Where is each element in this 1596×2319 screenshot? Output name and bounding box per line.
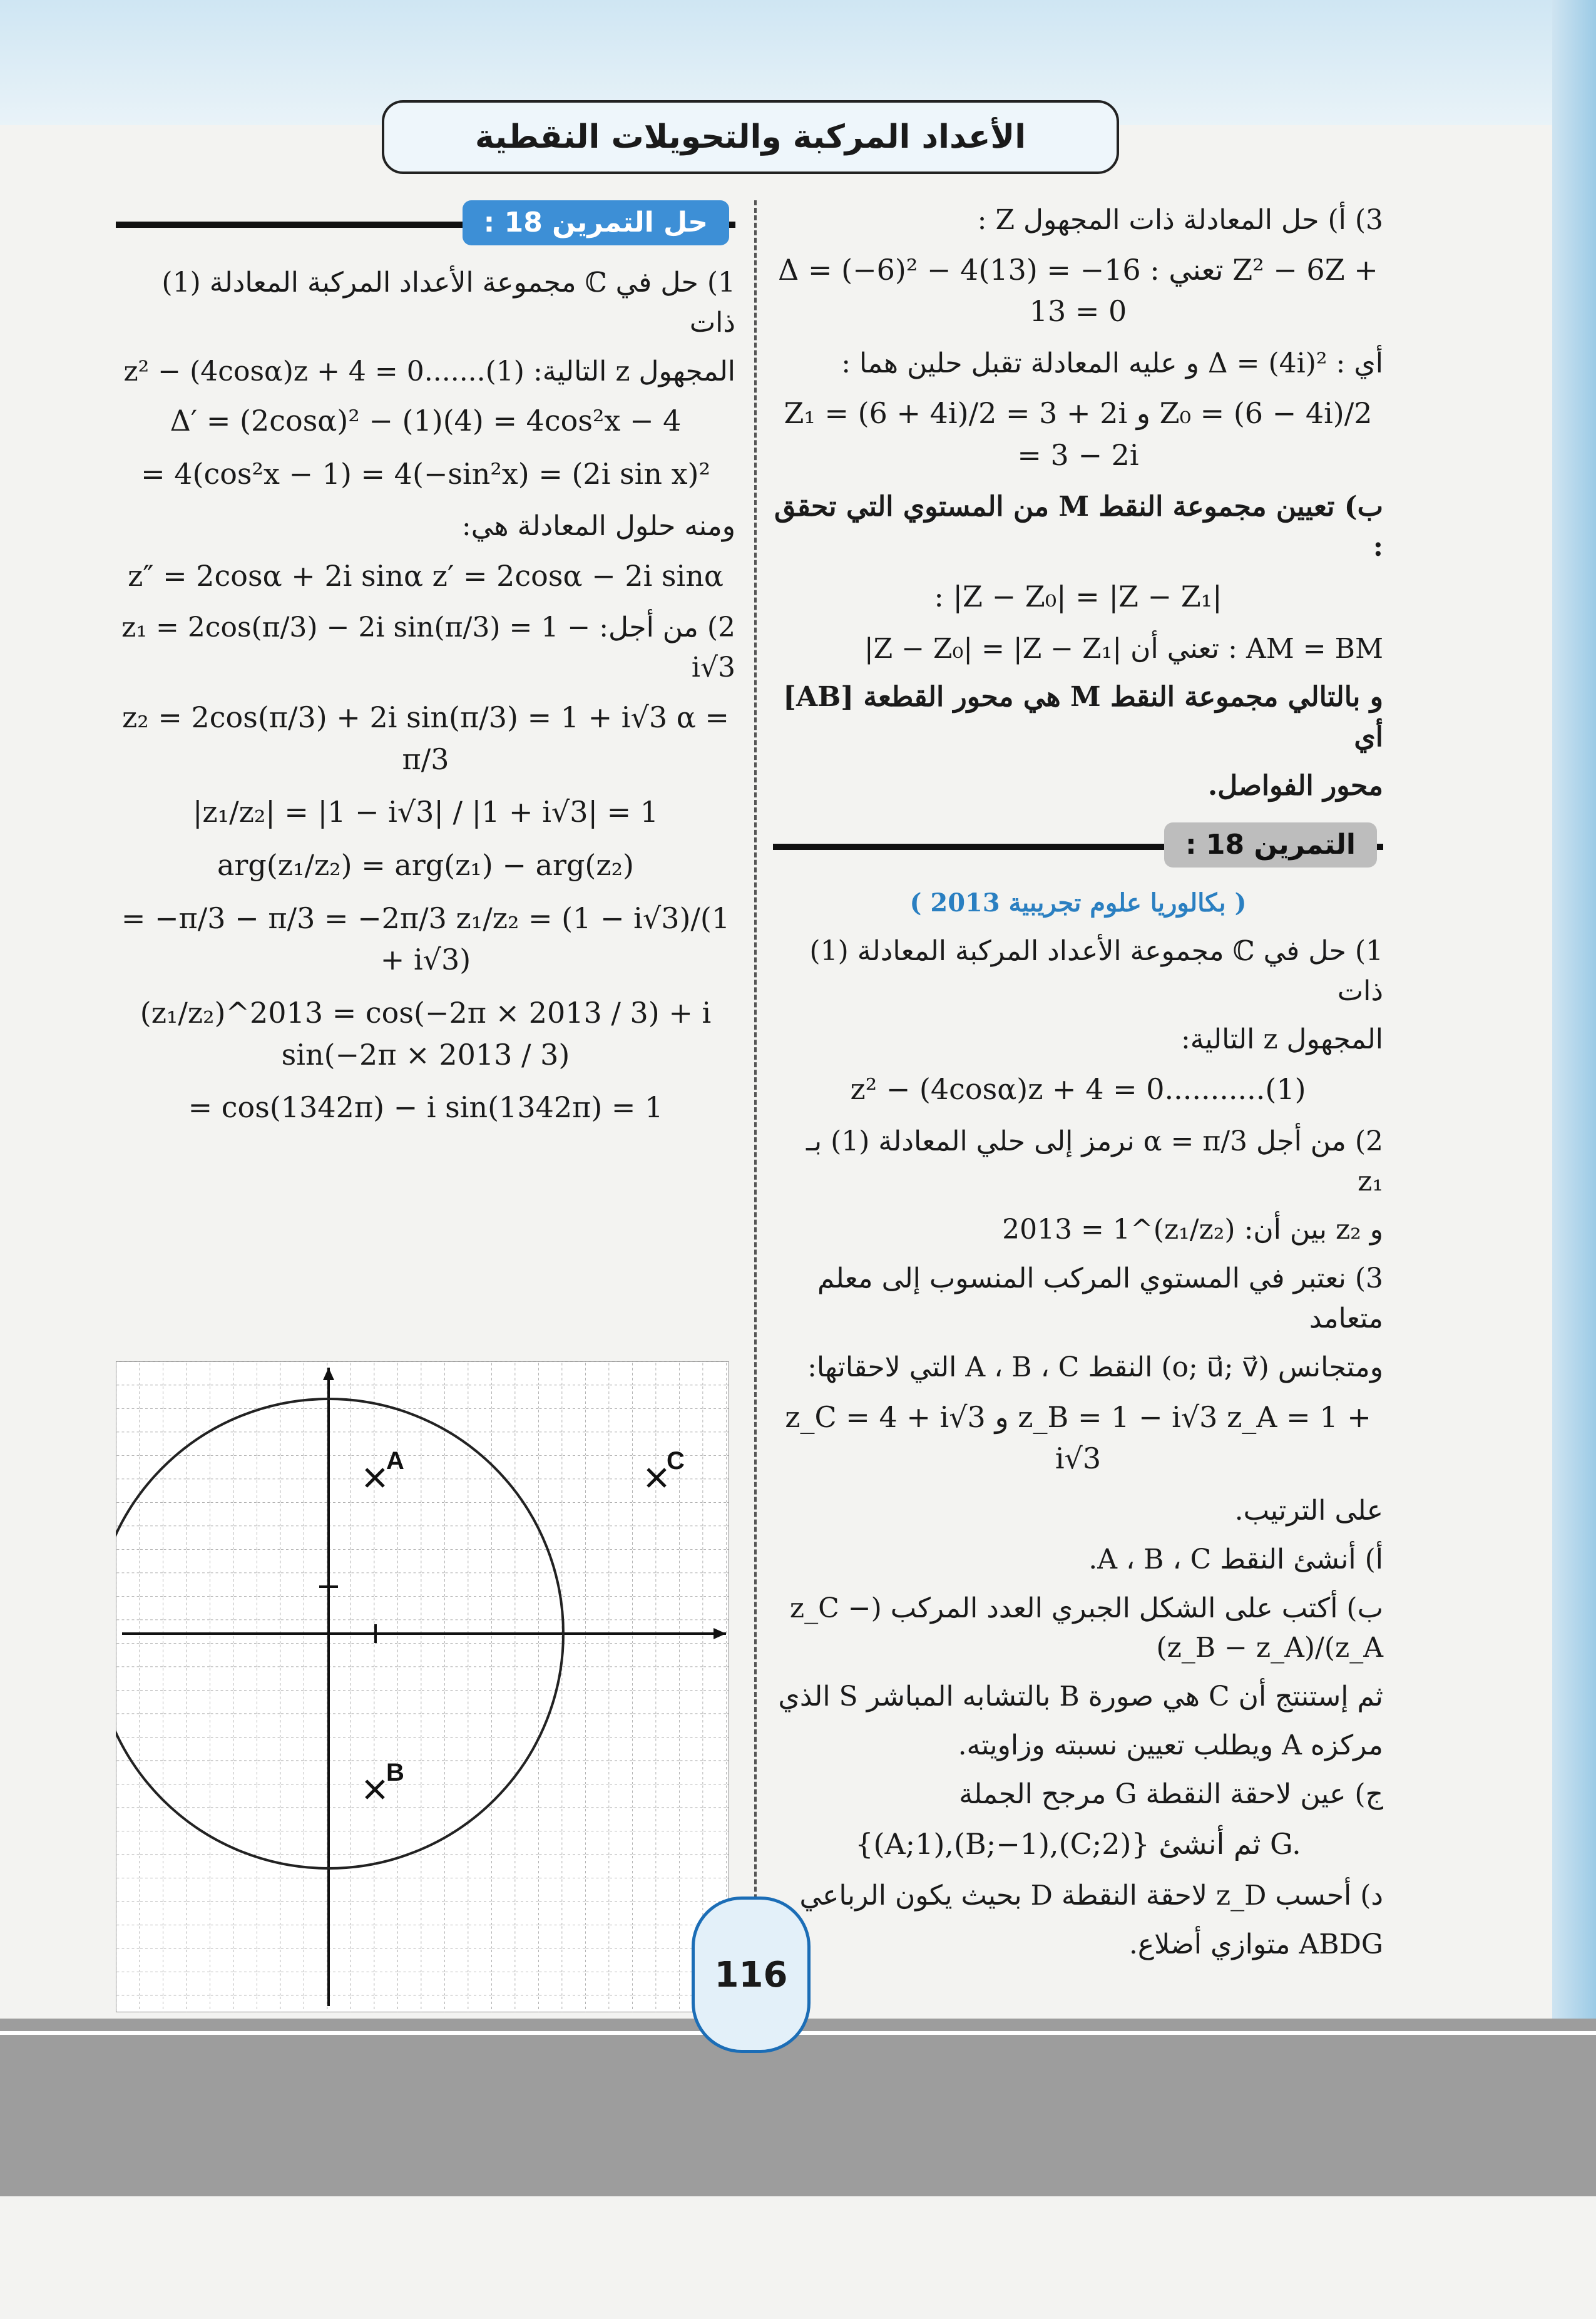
math-line: z₂ = 2cos(π/3) + 2i sin(π/3) = 1 + i√3 α = π/3 xyxy=(122,700,729,776)
solution-label: حل التمرين 18 : xyxy=(463,200,729,245)
point-b-label: B xyxy=(386,1759,404,1786)
math-line: = cos(1342π) − i sin(1342π) = 1 xyxy=(188,1090,663,1125)
chapter-title: الأعداد المركبة والتحويلات النقطية xyxy=(382,100,1119,174)
text-line: 1) حل في ℂ مجموعة الأعداد المركبة المعادلة (1) ذات xyxy=(161,267,735,339)
point-a-label: A xyxy=(386,1447,404,1475)
text-line: و z₂ بين أن: (z₁/z₂)^2013 = 1 xyxy=(1002,1214,1383,1246)
text-line: أي : Δ = (4i)² و عليه المعادلة تقبل حلين هما : xyxy=(841,347,1383,380)
text-line: المجهول z التالية: xyxy=(1180,1023,1383,1056)
solution-header xyxy=(116,200,735,250)
exercise-label: التمرين 18 : xyxy=(1164,822,1377,868)
text-line: د) أحسب z_D لاحقة النقطة D بحيث يكون الرباعي xyxy=(799,1880,1383,1912)
math-line: (z₁/z₂)^2013 = cos(−2π × 2013 / 3) + i sin(−2π × 2013 / 3) xyxy=(140,995,712,1072)
page-number: 116 xyxy=(692,1897,811,2053)
math-line: z_C = 4 + i√3 و z_B = 1 − i√3 z_A = 1 + i√3 xyxy=(785,1400,1371,1476)
math-line: arg(z₁/z₂) = arg(z₁) − arg(z₂) xyxy=(217,847,635,882)
text-line: المجهول z التالية: z² − (4cosα)z + 4 = 0.......(1) xyxy=(123,355,735,387)
text-line: ومنه حلول المعادلة هي: xyxy=(461,509,735,542)
right-column xyxy=(773,200,1383,1973)
text-line: ثم إستنتج أن C هي صورة B بالتشابه المباشر S الذي xyxy=(778,1681,1383,1713)
text-line: 3) أ) حل المعادلة ذات المجهول Z : xyxy=(977,204,1383,236)
text-line: AM = BM : تعني أن |Z − Z₀| = |Z − Z₁| xyxy=(864,632,1383,665)
math-line: |z₁/z₂| = |1 − i√3| / |1 + i√3| = 1 xyxy=(192,795,659,829)
math-line: Δ = (−6)² − 4(13) = −16 : تعني Z² − 6Z + 13 = 0 xyxy=(778,252,1378,329)
math-line: {(A;1),(B;−1),(C;2)} ثم أنشئ G. xyxy=(855,1826,1301,1861)
text-line: ABDG متوازي أضلاع. xyxy=(1128,1928,1383,1961)
page-edge-band xyxy=(1552,0,1596,2196)
figure-svg xyxy=(116,1361,729,2012)
math-line: z² − (4cosα)z + 4 = 0...........(1) xyxy=(850,1072,1306,1107)
exercise-source: ( بكالوريا علوم تجريبية 2013 ) xyxy=(909,888,1247,918)
text-line: 3) نعتبر في المستوي المركب المنسوب إلى معلم متعامد xyxy=(817,1262,1383,1335)
text-line: محور الفواصل. xyxy=(1207,770,1383,802)
text-line: على الترتيب. xyxy=(1234,1495,1383,1527)
text-line: و بالتالي مجموعة النقط M هي محور القطعة [AB] أي xyxy=(783,681,1383,754)
math-line: = −π/3 − π/3 = −2π/3 z₁/z₂ = (1 − i√3)/(1 + i√3) xyxy=(121,901,730,977)
text-line: 1) حل في ℂ مجموعة الأعداد المركبة المعادلة (1) ذات xyxy=(809,934,1383,1007)
math-line: z″ = 2cosα + 2i sinα z′ = 2cosα − 2i sinα xyxy=(128,558,724,593)
column-divider xyxy=(754,200,757,1997)
text-line: ب) أكتب على الشكل الجبري العدد المركب (z_C − z_A)/(z_B − z_A) xyxy=(789,1592,1383,1664)
grid xyxy=(116,1361,729,2012)
text-line: ب) تعيين مجموعة النقط M من المستوي التي تحقق : xyxy=(774,491,1383,563)
point-c-label: C xyxy=(667,1447,685,1475)
math-line: = 4(cos²x − 1) = 4(−sin²x) = (2i sin x)² xyxy=(141,457,710,491)
left-column xyxy=(116,200,735,1140)
text-line: ومتجانس (o; u⃗; v⃗) النقط A ، B ، C التي لاحقاتها: xyxy=(807,1351,1383,1383)
text-line: 2) من أجل: z₁ = 2cos(π/3) − 2i sin(π/3) = 1 − i√3 xyxy=(121,612,735,684)
text-line: 2) من أجل α = π/3 نرمز إلى حلي المعادلة (1) بـ z₁ xyxy=(806,1125,1383,1197)
math-line: : |Z − Z₀| = |Z − Z₁| xyxy=(934,579,1222,613)
text-line: أ) أنشئ النقط A ، B ، C. xyxy=(1088,1543,1383,1575)
footer-band xyxy=(0,2019,1596,2196)
math-line: Z₁ = (6 + 4i)/2 = 3 + 2i و Z₀ = (6 − 4i)/2 = 3 − 2i xyxy=(784,396,1373,472)
math-line: Δ′ = (2cosα)² − (1)(4) = 4cos²x − 4 xyxy=(170,404,682,438)
text-line: مركزه A ويطلب تعيين نسبته وزاويته. xyxy=(958,1729,1383,1762)
exercise-header xyxy=(773,822,1383,873)
text-line: ج) عين لاحقة النقطة G مرجح الجملة xyxy=(959,1778,1383,1810)
